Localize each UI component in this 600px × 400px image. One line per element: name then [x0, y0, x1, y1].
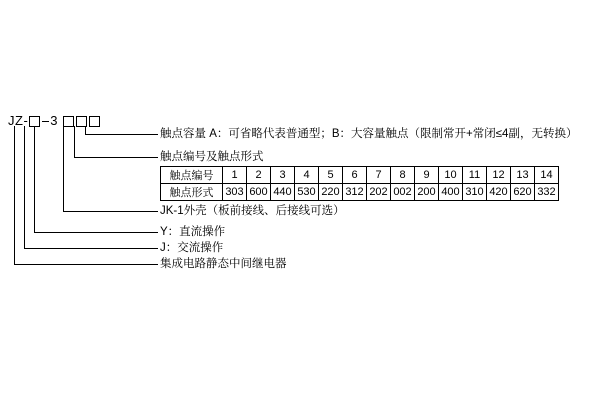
cell-form-7: 202 [367, 184, 391, 201]
row-header-contact-number: 触点编号 [161, 167, 223, 184]
table-row-forms [161, 184, 559, 201]
row-header-contact-form: 触点形式 [161, 184, 223, 201]
cell-form-1: 303 [223, 184, 247, 201]
cell-number-13: 13 [511, 167, 535, 184]
contact-table [160, 166, 559, 201]
cell-number-12: 12 [487, 167, 511, 184]
contact-table-wrapper [160, 166, 559, 201]
cell-number-7: 7 [367, 167, 391, 184]
cell-form-11: 310 [463, 184, 487, 201]
cell-form-5: 220 [319, 184, 343, 201]
cell-form-3: 440 [271, 184, 295, 201]
cell-number-4: 4 [295, 167, 319, 184]
cell-form-12: 420 [487, 184, 511, 201]
annotation-contact-form: 触点编号及触点形式 [160, 151, 264, 163]
cell-form-4: 530 [295, 184, 319, 201]
annotation-contact-capacity: 触点容量 A：可省略代表普通型；B：大容量触点（限制常开+常闭≤4副，无转换） [160, 128, 578, 140]
annotation-shell: JK-1外壳（板前接线、后接线可选） [160, 205, 345, 217]
cell-number-8: 8 [391, 167, 415, 184]
annotation-ac-operation: J：交流操作 [160, 242, 224, 254]
cell-number-3: 3 [271, 167, 295, 184]
annotation-product-name: 集成电路静态中间继电器 [160, 258, 287, 270]
annotation-dc-operation: Y：直流操作 [160, 226, 226, 238]
cell-number-10: 10 [439, 167, 463, 184]
cell-form-2: 600 [247, 184, 271, 201]
model-series: 3 [50, 113, 59, 128]
cell-form-9: 200 [415, 184, 439, 201]
model-prefix: JZ- [8, 113, 29, 128]
cell-number-5: 5 [319, 167, 343, 184]
cell-number-2: 2 [247, 167, 271, 184]
table-row-numbers [161, 167, 559, 184]
cell-number-14: 14 [535, 167, 559, 184]
cell-number-6: 6 [343, 167, 367, 184]
cell-form-13: 620 [511, 184, 535, 201]
cell-form-8: 002 [391, 184, 415, 201]
cell-number-11: 11 [463, 167, 487, 184]
cell-form-6: 312 [343, 184, 367, 201]
cell-number-1: 1 [223, 167, 247, 184]
cell-number-9: 9 [415, 167, 439, 184]
cell-form-10: 400 [439, 184, 463, 201]
cell-form-14: 332 [535, 184, 559, 201]
